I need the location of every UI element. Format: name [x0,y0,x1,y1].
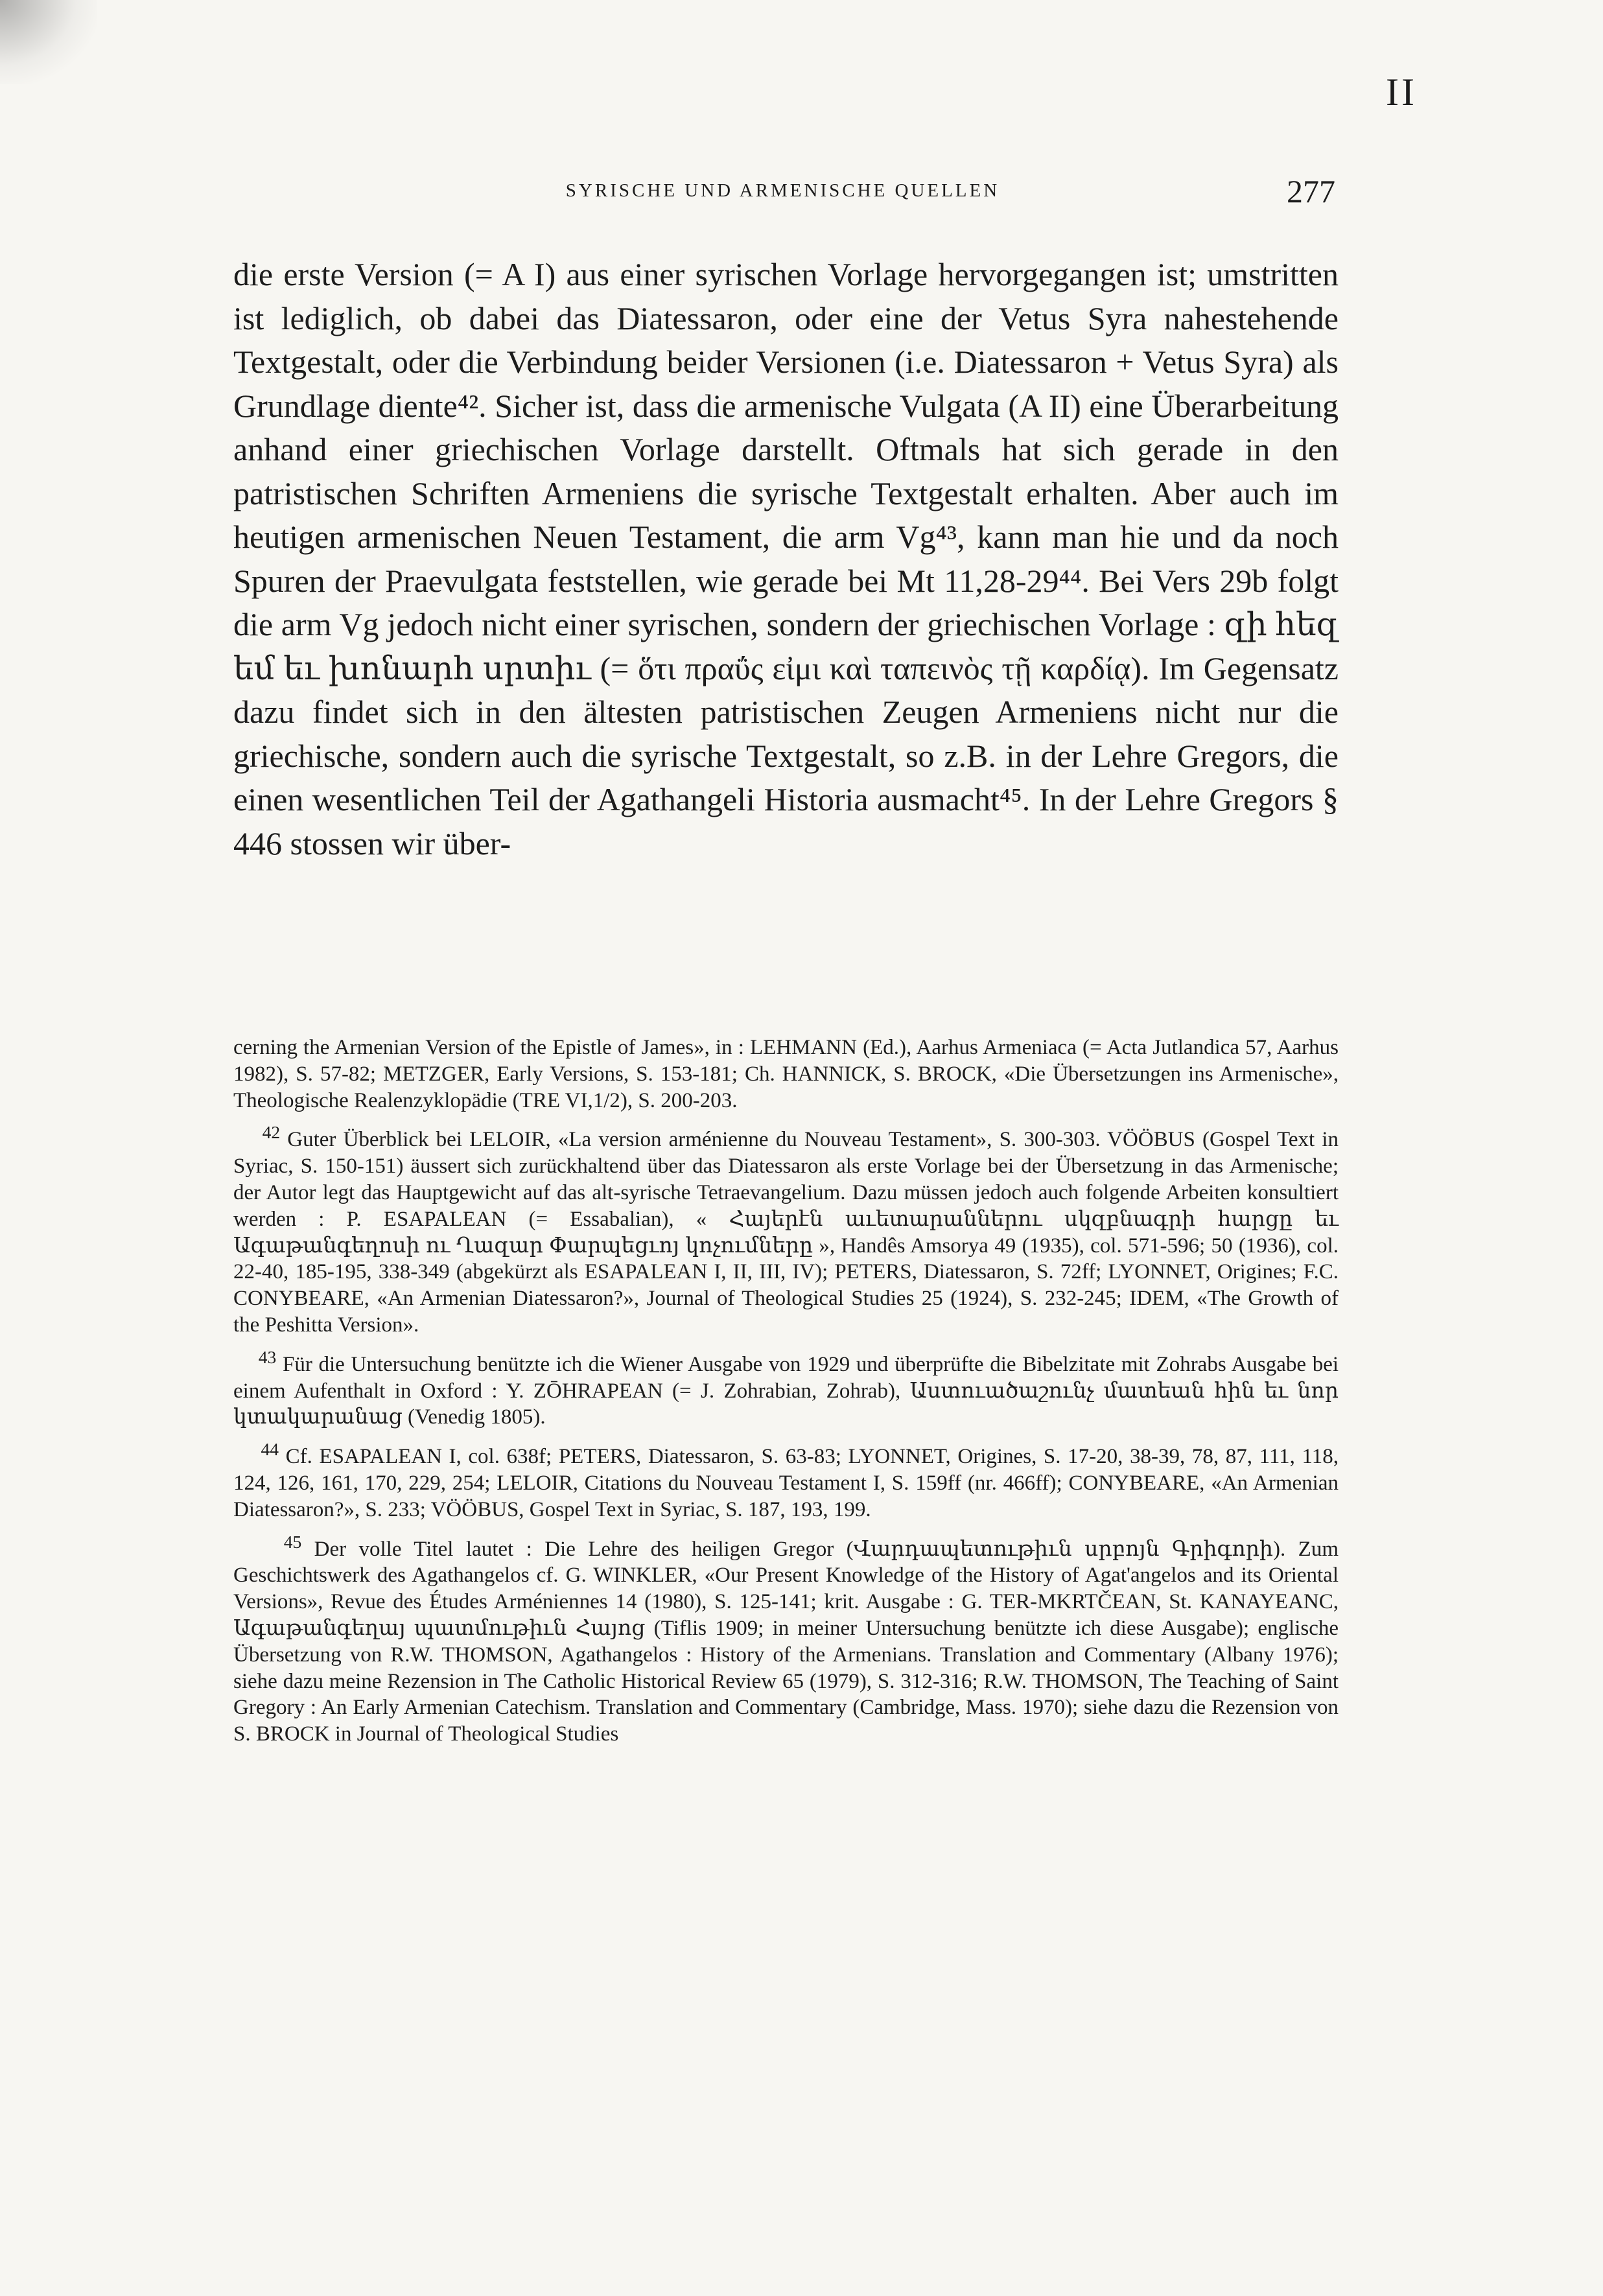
footnote-42 [233,1119,1339,1338]
footnote-43 [233,1344,1339,1431]
footnote-text: Guter Überblick bei LELOIR, «La version arménienne du Nouveau Testament», S. 300-303. VÖÖBUS (Gospel Text in Syriac, S. 150-151) äussert sich zurückhaltend über das Diatessaron als erste Vorlage bei der Übersetzung in das Armenische; der Autor legt das Hauptgewicht auf das alt-syrische Tetraevangelium. Dazu müssen jedoch auch folgende Arbeiten konsultiert werden : P. ESAPALEAN (= Essabalian), « Հայերէն աւետարաններու սկզբնագրի հարցը եւ Ագաթանգեղոսի ու Ղազար Փարպեցւոյ կոչումները », Handês Amsorya 49 (1935), col. 571-596; 50 (1936), col. 22-40, 185-195, 338-349 (abgekürzt als ESAPALEAN I, II, III, IV); PETERS, Diatessaron, S. 72ff; LYONNET, Origines; F.C. CONYBEARE, «An Armenian Diatessaron?», Journal of Theological Studies 25 (1924), S. 232-245; IDEM, «The Growth of the Peshitta Version». [233,1128,1339,1337]
footnote-text: cerning the Armenian Version of the Epistle of James», in : LEHMANN (Ed.), Aarhus Armeniaca (= Acta Jutlandica 57, Aarhus 1982), S. 57-82; METZGER, Early Versions, S. 153-181; Ch. HANNICK, S. BROCK, «Die Übersetzungen ins Armenische», Theologische Realenzyklopädie (TRE VI,1/2), S. 200-203. [233,1036,1339,1112]
footnote-number: 44 [261,1439,279,1460]
paragraph: die erste Version (= A I) aus einer syrischen Vorlage hervorgegangen ist; umstritten ist lediglich, ob dabei das Diatessaron, oder eine der Vetus Syra nahestehende Textgestalt, oder die Verbindung beider Versionen (i.e. Diatessaron + Vetus Syra) als Grundlage diente⁴². Sicher ist, dass die armenische Vulgata (A II) eine Überarbeitung anhand einer griechischen Vorlage darstellt. Oftmals hat sich gerade in den patristischen Schriften Armeniens die syrische Textgestalt erhalten. Aber auch im heutigen armenischen Neuen Testament, die arm Vg⁴³, kann man hie und da noch Spuren der Praevulgata feststellen, wie gerade bei Mt 11,28-29⁴⁴. Bei Vers 29b folgt die arm Vg jedoch nicht einer syrischen, sondern der griechischen Vorlage : զի հեզ եմ եւ խոնարհ սրտիւ (= ὅτι πραΰς εἰμι καὶ ταπεινὸς τῇ καρδίᾳ). Im Gegensatz dazu findet sich in den ältesten patristischen Zeugen Armeniens nicht nur die griechische, sondern auch die syrische Textgestalt, so z.B. in der Lehre Gregors, die einen wesentlichen Teil der Agathangeli Historia ausmacht⁴⁵. In der Lehre Gregors § 446 stossen wir über- [233,256,1339,861]
footnote-number: 43 [258,1346,277,1367]
footnote-number: 42 [262,1122,281,1143]
scan-shadow [0,0,97,84]
running-title: SYRISCHE UND ARMENISCHE QUELLEN [565,180,1000,201]
footnote-text: Der volle Titel lautet : Die Lehre des heiligen Gregor (Վարդապետութիւն սրբոյն Գրիգորի). Zum Geschichtswerk des Agathangelos cf. G. WINKLER, «Our Present Knowledge of the History of Agat'angelos and its Oriental Versions», Revue des Études Arméniennes 14 (1980), S. 125-141; krit. Ausgabe : G. TER-MKRTČEAN, St. KANAYEANC, Ագաթանգեղայ պատմութիւն Հայոց (Tiflis 1909; in meiner Untersuchung benützte ich diese Ausgabe); englische Übersetzung von R.W. THOMSON, Agathangelos : History of the Armenians. Translation and Commentary (Albany 1976); siehe dazu meine Rezension in The Catholic Historical Review 65 (1979), S. 312-316; R.W. THOMSON, The Teaching of Saint Gregory : An Early Armenian Catechism. Translation and Commentary (Cambridge, Mass. 1970); siehe dazu die Rezension von S. BROCK in Journal of Theological Studies [233,1537,1339,1746]
footnotes [233,1035,1339,1748]
footnote-45 [233,1529,1339,1748]
footnote-44 [233,1436,1339,1523]
footnote-text: Cf. ESAPALEAN I, col. 638f; PETERS, Diatessaron, S. 63-83; LYONNET, Origines, S. 17-20, 38-39, 78, 87, 111, 118, 124, 126, 161, 170, 229, 254; LELOIR, Citations du Nouveau Testament I, S. 159ff (nr. 466ff); CONYBEARE, «An Armenian Diatessaron?», S. 233; VÖÖBUS, Gospel Text in Syriac, S. 187, 193, 199. [233,1445,1339,1521]
corner-mark: II [1386,71,1417,113]
footnote-number: 45 [283,1531,302,1552]
page-number: 277 [1287,173,1335,209]
main-text [233,253,1339,865]
footnote-continuation [233,1035,1339,1114]
running-head [230,172,1335,218]
footnote-text: Für die Untersuchung benützte ich die Wiener Ausgabe von 1929 und überprüfte die Bibelzitate mit Zohrabs Ausgabe bei einem Aufenthalt in Oxford : Y. ZŌHRAPEAN (= J. Zohrabian, Zohrab), Աստուածաշունչ մատեան հին եւ նոր կտակարանաց (Venedig 1805). [233,1352,1339,1429]
